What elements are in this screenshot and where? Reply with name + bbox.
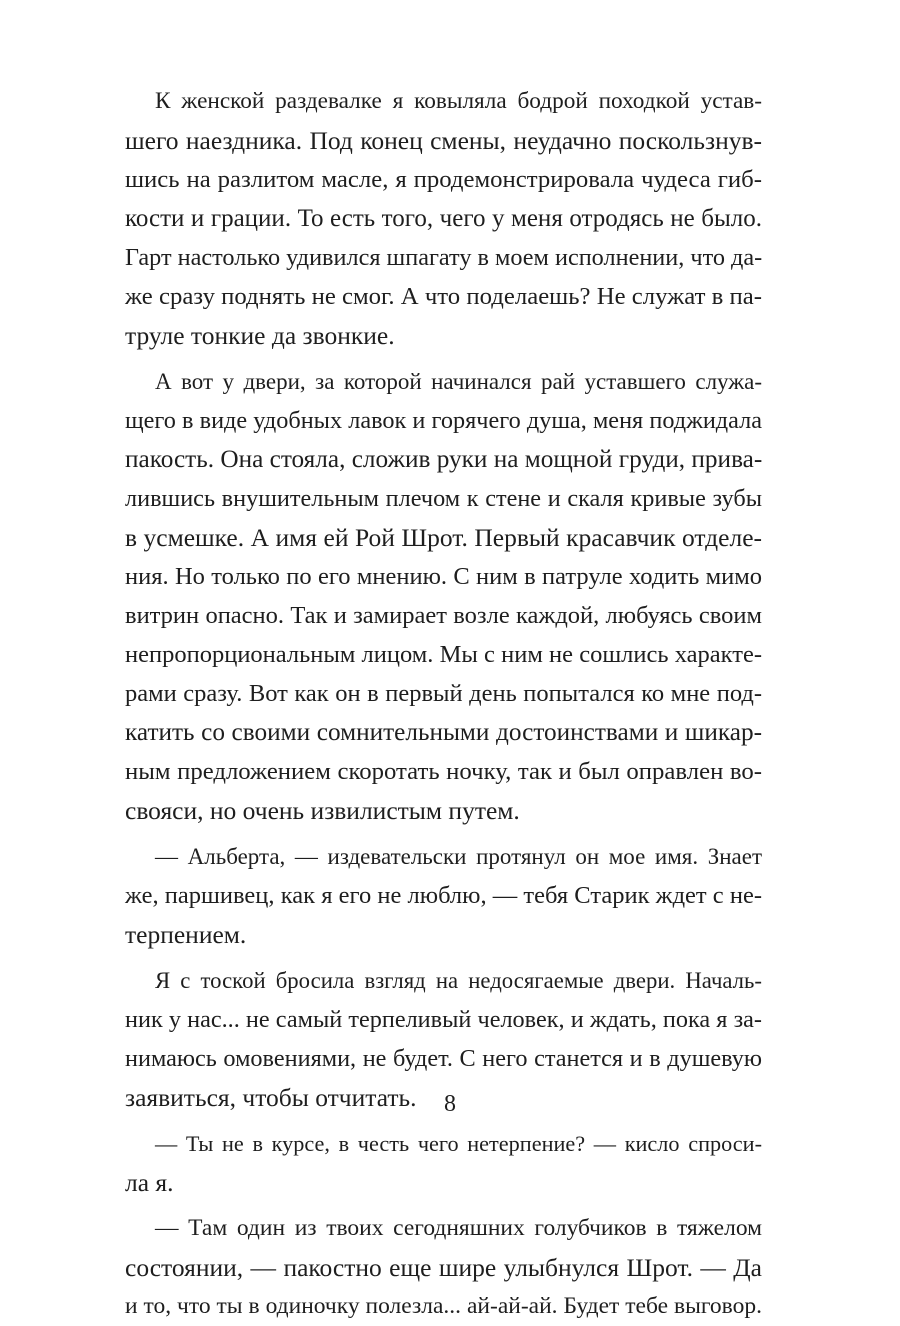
text-line: ла я. <box>125 1168 174 1197</box>
text-line: — Альберта, — издевательски протянул он мое имя. Знает <box>155 844 762 869</box>
paragraph-gap <box>125 355 762 362</box>
text-line: шись на разлитом масле, я продемонстрировала чудеса гиб- <box>125 166 762 193</box>
text-line: Я с тоской бросила взгляд на недосягаемые двери. Началь- <box>155 968 762 993</box>
page-number: 8 <box>444 1091 456 1117</box>
text-line: — Ты не в курсе, в честь чего нетерпение? — кисло спроси- <box>155 1131 762 1156</box>
text-line: катить со своими сомнительными достоинствами и шикар- <box>125 718 762 746</box>
text-line: ным предложением скоротать ночку, так и был оправлен во- <box>125 758 762 785</box>
text-line: Гарт настолько удивился шпагату в моем исполнении, что да- <box>125 244 763 271</box>
text-line: шего наездника. Под конец смены, неудачно поскользнув- <box>125 126 762 155</box>
text-line: лившись внушительным плечом к стене и скаля кривые зубы <box>125 485 762 512</box>
text-line: состоянии, — пакостно еще шире улыбнулся Шрот. — Да <box>125 1253 762 1282</box>
text-line: щего в виде удобных лавок и горячего душа, меня поджидала <box>125 407 762 434</box>
text-line: и то, что ты в одиночку полезла... ай-ай-ай. Будет тебе выговор. <box>125 1293 762 1319</box>
text-line: рами сразу. Вот как он в первый день попытался ко мне под- <box>125 680 762 707</box>
text-line: пакость. Она стояла, сложив руки на мощной груди, прива- <box>125 445 763 473</box>
text-line: нимаюсь омовениями, не будет. С него станется и в душевую <box>125 1045 762 1072</box>
paragraph <box>125 1209 762 1326</box>
text-line: же, паршивец, как я его не люблю, — тебя Старик ждет с не- <box>125 882 762 909</box>
paragraph <box>125 362 762 830</box>
paragraph-gap <box>125 954 762 961</box>
paragraph <box>125 82 762 355</box>
text-line: труле тонкие да звонкие. <box>125 321 395 350</box>
paragraph-gap <box>125 830 762 837</box>
text-line: ния. Но только по его мнению. С ним в патруле ходить мимо <box>125 563 762 590</box>
text-line: кости и грации. То есть того, чего у меня отродясь не было. <box>125 205 762 232</box>
text-line: в усмешке. А имя ей Рой Шрот. Первый красавчик отделе- <box>125 523 762 552</box>
text-line: же сразу поднять не смог. А что поделаешь? Не служат в па- <box>125 283 762 310</box>
paragraph <box>125 1124 762 1202</box>
text-line: заявиться, чтобы отчитать. <box>125 1083 417 1112</box>
paragraph <box>125 837 762 954</box>
body-text <box>125 82 762 1326</box>
text-line: терпением. <box>125 920 247 949</box>
text-line: — Там один из твоих сегодняшних голубчиков в тяжелом <box>155 1215 762 1241</box>
text-line: К женской раздевалке я ковыляла бодрой походкой устав- <box>155 88 762 114</box>
text-line: свояси, но очень извилистым путем. <box>125 796 520 825</box>
text-line: А вот у двери, за которой начинался рай уставшего служа- <box>155 369 762 394</box>
text-line: витрин опасно. Так и замирает возле каждой, любуясь своим <box>125 602 762 629</box>
text-line: непропорциональным лицом. Мы с ним не сошлись характе- <box>125 641 762 668</box>
text-line: ник у нас... не самый терпеливый человек, и ждать, пока я за- <box>125 1006 762 1033</box>
paragraph-gap <box>125 1202 762 1209</box>
